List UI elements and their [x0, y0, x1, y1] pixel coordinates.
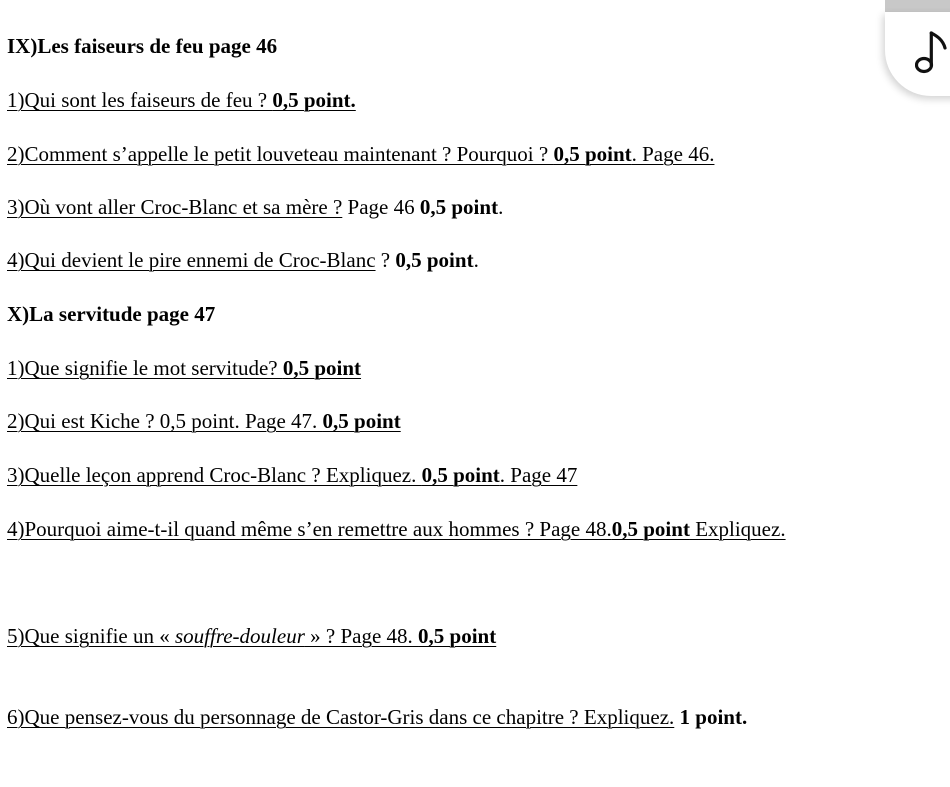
question-x-1: 1)Que signifie le mot servitude? 0,5 point [7, 356, 362, 380]
points: 0,5 point [322, 409, 401, 433]
points: 0,5 point [282, 356, 362, 380]
question-x-3: 3)Quelle leçon apprend Croc-Blanc ? Expliquez. 0,5 point. Page 47 [7, 463, 578, 487]
points: 0,5 point [611, 517, 690, 541]
music-note-icon [915, 30, 949, 76]
question-x-5: 5)Que signifie un « souffre-douleur » ? Page 48. 0,5 point [7, 624, 497, 648]
question-ix-4: 4)Qui devient le pire ennemi de Croc-Blanc ? 0,5 point. [7, 248, 479, 272]
question-ix-2: 2)Comment s’appelle le petit louveteau maintenant ? Pourquoi ? 0,5 point. Page 46. [7, 142, 715, 166]
question-x-4: 4)Pourquoi aime-t-il quand même s’en remettre aux hommes ? Page 48.0,5 point Expliquez. [7, 517, 786, 541]
question-ix-1: 1)Qui sont les faiseurs de feu ? 0,5 point. [7, 88, 356, 112]
music-button[interactable] [885, 12, 950, 96]
points: 1 point. [674, 705, 748, 729]
points: 0,5 point [419, 195, 499, 219]
question-ix-3: 3)Où vont aller Croc-Blanc et sa mère ? Page 46 0,5 point. [7, 195, 504, 219]
points: 0,5 point [418, 624, 497, 648]
section-heading-x: X)La servitude page 47 [7, 302, 216, 326]
question-x-6: 6)Que pensez-vous du personnage de Castor-Gris dans ce chapitre ? Expliquez. 1 point. [7, 705, 748, 729]
points: 0,5 point [395, 248, 474, 272]
question-x-2: 2)Qui est Kiche ? 0,5 point. Page 47. 0,5 point [7, 409, 401, 433]
points: 0,5 point [421, 463, 500, 487]
points: 0,5 point [553, 142, 632, 166]
points: 0,5 point. [272, 88, 356, 112]
section-heading-ix: IX)Les faiseurs de feu page 46 [7, 34, 278, 58]
